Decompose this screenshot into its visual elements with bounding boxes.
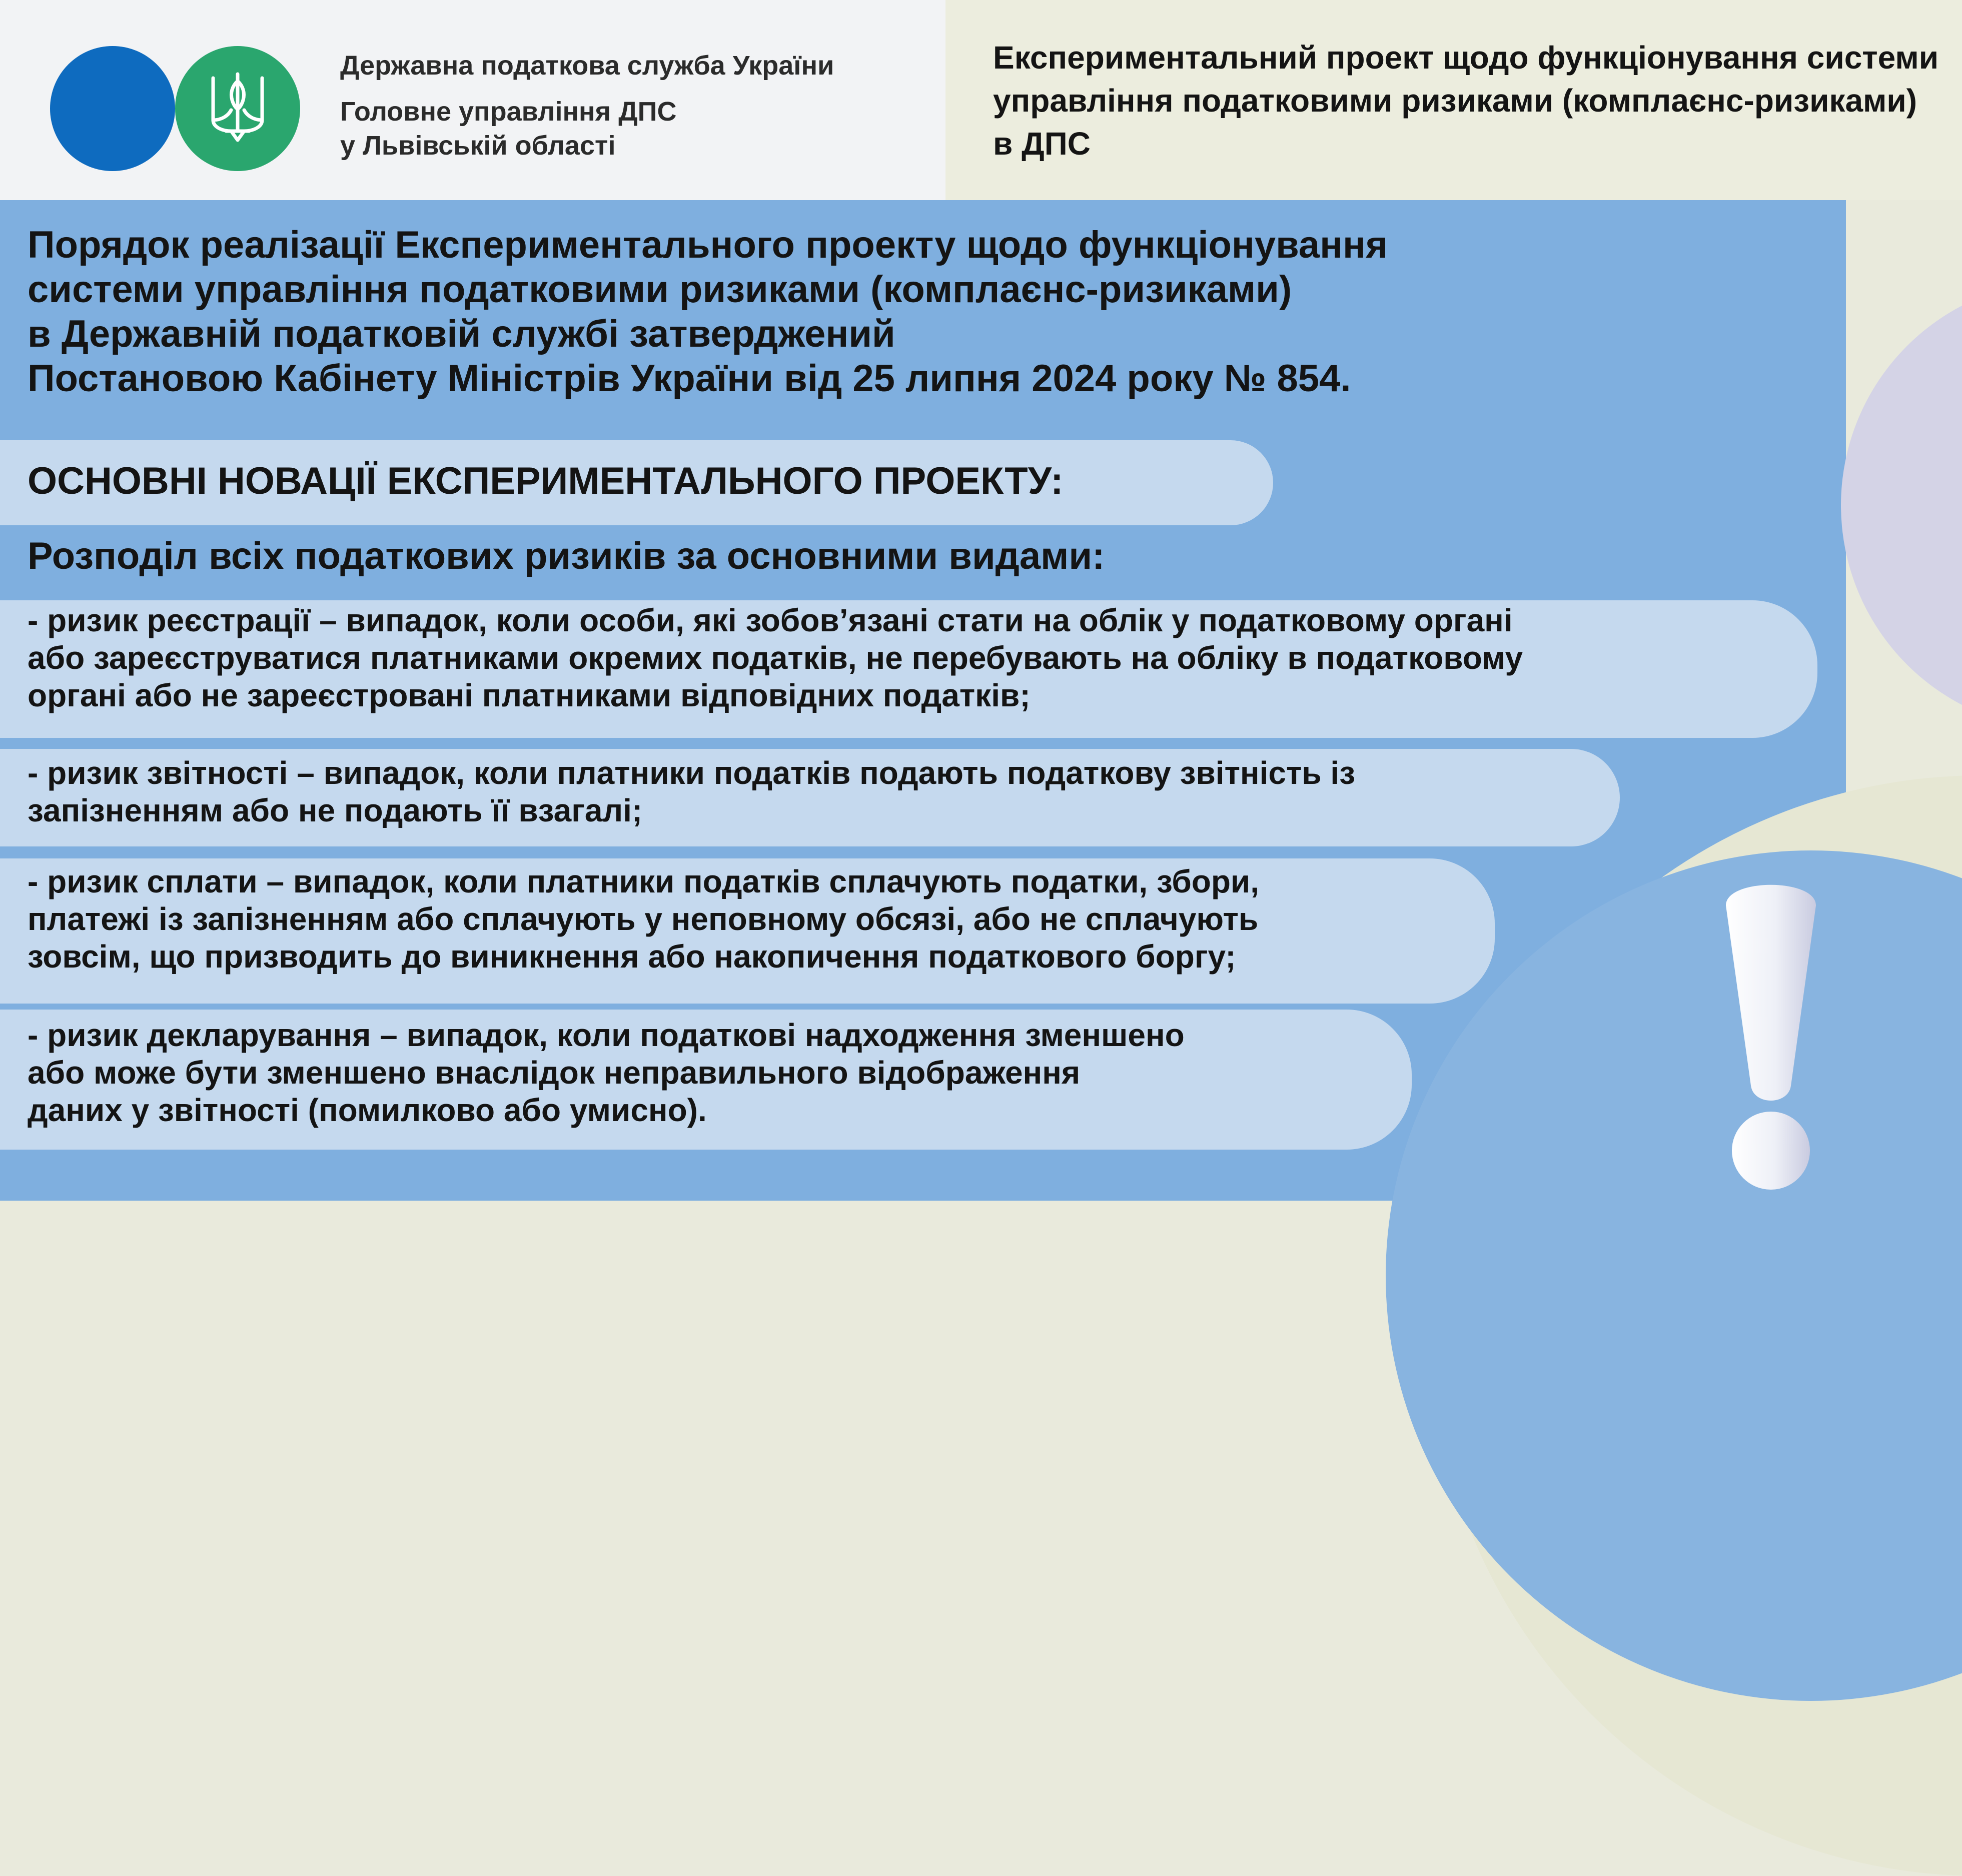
intro-line: Постановою Кабінету Міністрів України від 25 липня 2024 року № 854. <box>28 357 1351 400</box>
risk-types-subtitle: Розподіл всіх податкових ризиків за основними видами: <box>28 535 1105 577</box>
risk-line: - ризик звітності – випадок, коли платники податків подають податкову звітність із <box>28 755 1355 791</box>
intro-line: системи управління податковими ризиками (комплаєнс-ризиками) <box>28 268 1292 311</box>
org-name: Державна податкова служба України <box>340 51 834 81</box>
org-department: Головне управління ДПС <box>340 97 677 127</box>
logo-green-circle <box>175 46 300 171</box>
risk-line: запізненням або не подають її взагалі; <box>28 792 643 828</box>
intro-text <box>28 223 1728 401</box>
risk-line: зовсім, що призводить до виникнення або накопичення податкового боргу; <box>28 939 1236 975</box>
risk-line: платежі із запізненням або сплачують у неповному обсязі, або не сплачують <box>28 901 1259 937</box>
risk-text <box>28 754 1355 829</box>
risk-line: або може бути зменшено внаслідок неправильного відображення <box>28 1055 1081 1091</box>
risk-line: даних у звітності (помилково або умисно). <box>28 1092 707 1128</box>
section-title: ОСНОВНІ НОВАЦІЇ ЕКСПЕРИМЕНТАЛЬНОГО ПРОЕКТУ: <box>28 460 1064 502</box>
logo-blue-circle <box>50 46 175 171</box>
risk-line: або зареєструватися платниками окремих податків, не перебувають на обліку в податковому <box>28 640 1523 676</box>
risk-text <box>28 863 1259 976</box>
risk-text <box>28 1017 1185 1129</box>
header-project-title: Експериментальний проект щодо функціонування системи управління податковими ризиками (комплаєнс-ризиками) в ДПС <box>993 40 1939 162</box>
org-region: у Львівській області <box>340 131 616 161</box>
risk-line: - ризик декларування – випадок, коли податкові надходження зменшено <box>28 1017 1185 1053</box>
risk-line: - ризик реєстрації – випадок, коли особи, які зобов’язані стати на облік у податковому органі <box>28 602 1513 638</box>
trident-emblem-icon <box>206 71 269 146</box>
decorative-circle-lavender <box>1841 280 1962 730</box>
intro-line: в Державній податковій службі затверджений <box>28 313 895 355</box>
risk-line: органі або не зареєстровані платниками відповідних податків; <box>28 677 1031 713</box>
intro-line: Порядок реалізації Експериментального проекту щодо функціонування <box>28 224 1388 266</box>
exclamation-mark-icon <box>1716 870 1826 1201</box>
risk-line: - ризик сплати – випадок, коли платники податків сплачують податки, збори, <box>28 863 1260 899</box>
risk-text <box>28 602 1523 714</box>
